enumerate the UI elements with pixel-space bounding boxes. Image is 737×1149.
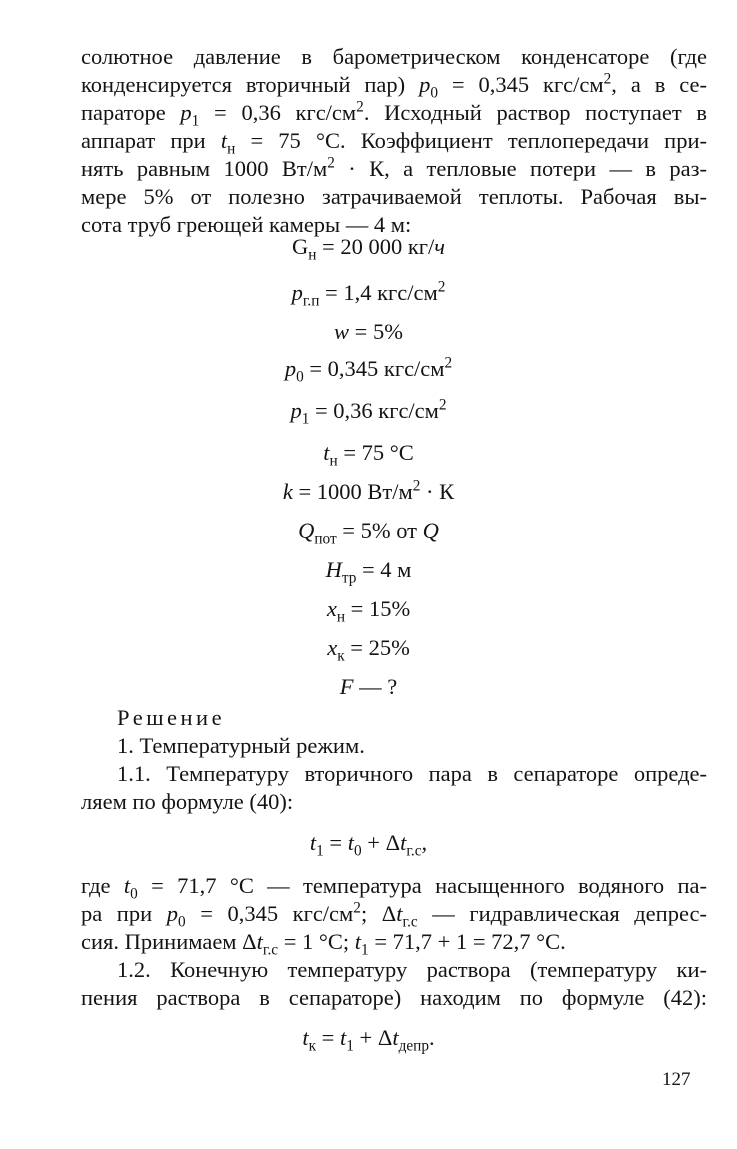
step-1-1-line	[81, 760, 707, 788]
text-run: пения раствора в сепараторе) находим по формуле (42):	[81, 985, 707, 1010]
operator: + Δ	[353, 1025, 393, 1050]
symbol: p	[290, 398, 302, 423]
text-run: параторе	[81, 100, 181, 125]
subscript: н	[227, 140, 236, 158]
step-1-2-line	[81, 956, 707, 984]
text-line	[81, 872, 708, 903]
symbol: x	[327, 635, 338, 660]
given-item	[0, 232, 737, 262]
symbol: H	[325, 557, 342, 582]
text-line	[81, 183, 707, 211]
text-run: . Исходный раствор поступает в	[363, 100, 707, 125]
symbol: t	[256, 929, 263, 954]
symbol: p	[284, 356, 297, 381]
symbol: t	[396, 901, 403, 926]
symbol: t	[347, 830, 354, 855]
symbol: t	[220, 128, 228, 153]
text-run: ; Δ	[360, 901, 397, 926]
text-run: солютное давление в барометрическом конденсаторе (где	[81, 44, 707, 69]
text-run: 1.1. Температуру вторичного пара в сепараторе опреде-	[117, 761, 707, 786]
text-line	[81, 127, 707, 158]
text-run: — ?	[353, 674, 398, 699]
symbol: Q	[422, 518, 439, 543]
text-run: нять равным 1000 Вт/м	[81, 156, 328, 181]
text-run: сота труб греющей камеры — 4 м:	[81, 212, 412, 237]
text-run: = 0,36 кгс/см	[309, 398, 439, 423]
text-run: = 1000 Вт/м	[292, 479, 413, 504]
subscript: к	[337, 647, 345, 665]
symbol: p	[291, 280, 303, 305]
symbol: Q	[298, 518, 315, 543]
superscript: 2	[438, 396, 447, 414]
text-run: = 0,345 кгс/см	[303, 356, 445, 381]
text-run: 1. Температурный режим.	[117, 733, 365, 758]
text-run: — гидравлическая депрес-	[417, 901, 707, 926]
given-item	[0, 396, 737, 426]
text-run: = 75 °С	[337, 440, 414, 465]
step-1-1-line	[81, 788, 707, 816]
text-run: = 0,345 кгс/см	[185, 901, 354, 926]
subscript: г.с	[262, 941, 279, 959]
symbol: x	[326, 596, 337, 621]
text-run: мере 5% от полезно затрачиваемой теплоты. Рабочая вы-	[81, 184, 707, 209]
given-item	[0, 672, 737, 702]
step-1-2-line	[81, 984, 707, 1012]
subscript: г.с	[402, 913, 418, 931]
text-run: ра при	[81, 901, 167, 926]
text-run: , а в се-	[611, 72, 707, 97]
subscript: н	[336, 608, 345, 626]
text-run: · К	[420, 479, 455, 504]
text-run: = 5%	[349, 319, 403, 344]
text-run: = 71,7 °С — температура насыщенного водяного па-	[137, 873, 708, 898]
text-run: аппарат при	[81, 128, 221, 153]
symbol: F	[339, 674, 354, 699]
punctuation: ,	[421, 830, 428, 855]
text-run: = 0,345 кгс/см	[437, 72, 604, 97]
superscript: 2	[603, 70, 612, 88]
formula-t1	[0, 828, 737, 858]
superscript: 2	[327, 154, 335, 172]
symbol: t	[302, 1025, 309, 1050]
page-number: 127	[662, 1069, 691, 1090]
symbol: t	[354, 929, 362, 954]
subscript: н	[308, 246, 317, 264]
given-item	[0, 516, 737, 546]
text-run: = 0,36 кгс/см	[199, 100, 357, 125]
symbol: k	[282, 479, 293, 504]
text-run: = 15%	[345, 596, 411, 621]
solution-heading-block	[81, 704, 707, 816]
symbol: t	[340, 1025, 347, 1050]
given-item	[0, 594, 737, 624]
text-run: = 1 °С;	[278, 929, 355, 954]
text-run: = 5% от	[336, 518, 423, 543]
text-line	[81, 899, 707, 931]
subscript: 1	[361, 941, 369, 959]
symbol: G	[291, 234, 309, 259]
text-run: сия. Принимаем Δ	[81, 929, 257, 954]
symbol: w	[334, 319, 350, 344]
text-line	[81, 70, 707, 102]
operator: =	[323, 830, 348, 855]
text-run: = 20 000 кг/	[316, 234, 435, 259]
solution-heading: Решение	[117, 705, 226, 730]
given-item	[0, 555, 737, 585]
subscript: г.с	[406, 842, 422, 860]
text-line	[81, 928, 707, 959]
text-run: = 75 °С. Коэффициент теплопередачи при-	[235, 128, 707, 153]
superscript: 2	[412, 477, 421, 495]
text-run: конденсируется вторичный пар)	[81, 72, 420, 97]
symbol: p	[180, 100, 192, 125]
symbol: p	[419, 72, 431, 97]
formula-tk	[0, 1023, 737, 1053]
text-run: · К, а тепловые потери — в раз-	[334, 156, 707, 181]
subscript: тр	[341, 569, 357, 587]
text-line	[81, 98, 707, 130]
subscript: 0	[177, 913, 186, 931]
subscript: 1	[346, 1037, 354, 1055]
subscript: депр	[398, 1037, 430, 1055]
subscript: 0	[296, 368, 304, 386]
subscript: 1	[316, 842, 324, 860]
symbol: p	[166, 901, 178, 926]
superscript: 2	[353, 899, 361, 917]
text-run: = 71,7 + 1 = 72,7 °С.	[368, 929, 566, 954]
operator: =	[316, 1025, 340, 1050]
given-item	[0, 477, 737, 507]
given-item	[0, 317, 737, 347]
symbol: t	[309, 830, 317, 855]
given-item	[0, 278, 737, 308]
text-run: = 25%	[344, 635, 410, 660]
subscript: н	[329, 452, 338, 470]
text-run: = 4 м	[356, 557, 412, 582]
text-run: ляем по формуле (40):	[81, 789, 294, 814]
intro-paragraph	[81, 43, 707, 239]
symbol: t	[323, 440, 330, 465]
text-run: где	[81, 873, 124, 898]
symbol: t	[123, 873, 131, 898]
superscript: 2	[444, 354, 453, 372]
text-line	[81, 43, 707, 71]
where-paragraph	[81, 872, 707, 1012]
subscript: 0	[430, 84, 438, 102]
given-item	[0, 438, 737, 468]
text-run: = 1,4 кгс/см	[319, 280, 438, 305]
subscript: 1	[301, 410, 310, 428]
subscript: 0	[130, 885, 138, 903]
subscript: 1	[191, 112, 200, 130]
punctuation: .	[429, 1025, 435, 1050]
operator: + Δ	[361, 830, 401, 855]
subscript: к	[308, 1037, 317, 1055]
superscript: 2	[356, 98, 364, 116]
text-line	[81, 155, 707, 183]
symbol: ч	[434, 234, 446, 259]
superscript: 2	[437, 278, 446, 296]
subscript: г.п	[302, 292, 320, 310]
subscript: 0	[354, 842, 362, 860]
text-run: 1.2. Конечную температуру раствора (температуру ки-	[117, 957, 707, 982]
given-item	[0, 354, 737, 384]
given-item	[0, 633, 737, 663]
symbol: t	[400, 830, 407, 855]
step-1	[81, 732, 707, 760]
symbol: t	[392, 1025, 399, 1050]
subscript: пот	[314, 530, 337, 548]
